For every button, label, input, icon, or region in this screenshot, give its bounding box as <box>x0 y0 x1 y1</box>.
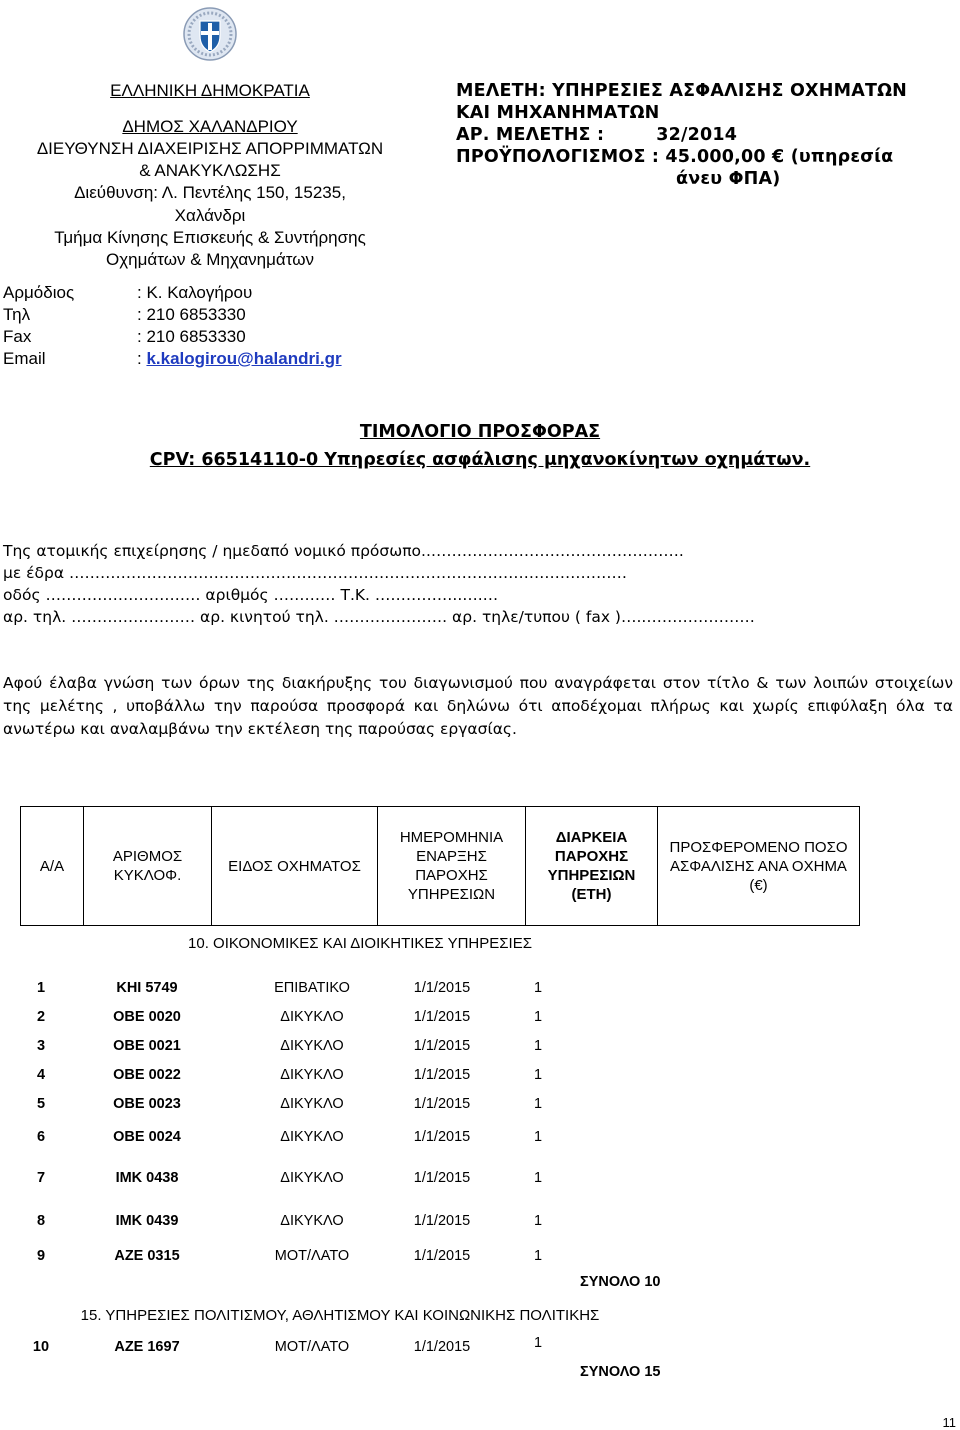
table-row: 6 ΟΒΕ 0024 ΔΙΚΥΚΛΟ 1/1/2015 1 <box>36 1128 543 1145</box>
address-line-2: Χαλάνδρι <box>174 206 246 225</box>
table-row: 9 ΑΖΕ 0315 ΜΟΤ/ΛΑΤΟ 1/1/2015 1 <box>36 1247 543 1264</box>
table-row: 4 ΟΒΕ 0022 ΔΙΚΥΚΛΟ 1/1/2015 1 <box>36 1066 543 1083</box>
total-section-15: ΣΥΝΟΛΟ 15 <box>580 1364 661 1380</box>
bidder-details-form <box>3 540 953 628</box>
study-number-line: ΑΡ. ΜΕΛΕΤΗΣ : 32/2014 <box>456 125 738 145</box>
table-row: 1 ΚΗΙ 5749 ΕΠΙΒΑΤΙΚΟ 1/1/2015 1 <box>36 979 543 996</box>
declaration-paragraph: Αφού έλαβα γνώση των όρων της διακήρυξης του διαγωνισμού που αναγράφεται στον τίτλο & των λοιπών στοιχείων της μελέτης , υποβάλλω την παρούσα προσφορά και δηλώνω ότι αποδέχομαι πλήρως και χωρίς επιφύλαξη όλα τα ανωτέρω και αναλαμβάνω την εκτέλεση της παρούσας εργασίας. <box>3 674 953 738</box>
section-10-rows <box>20 973 584 1270</box>
total-section-10: ΣΥΝΟΛΟ 10 <box>580 1274 661 1290</box>
form-line-street: οδός ………………………… αριθμός ………… Τ.Κ. ……………..….… <box>3 586 499 604</box>
form-line-entity: Της ατομικής επιχείρησης / ημεδαπό νομικό πρόσωπο..…………………………………………. <box>3 542 684 560</box>
section-heading-10: 10. ΟΙΚΟΝΟΜΙΚΕΣ ΚΑΙ ΔΙΟΙΚΗΤΙΚΕΣ ΥΠΗΡΕΣΙΕΣ <box>188 934 532 952</box>
section-15-rows <box>20 1334 584 1360</box>
study-title-line-2: ΚΑΙ ΜΗΧΑΝΗΜΑΤΩΝ <box>456 103 660 123</box>
directorate-line-1: ΔΙΕΥΘΥΝΣΗ ΔΙΑΧΕΙΡΙΣΗΣ ΑΠΟΡΡΙΜΜΑΤΩΝ <box>36 139 384 158</box>
department-line-2: Οχημάτων & Μηχανημάτων <box>106 250 314 269</box>
header-start-date: ΗΜΕΡΟΜΗΝΙΑ ΕΝΑΡΞΗΣ ΠΑΡΟΧΗΣ ΥΠΗΡΕΣΙΩΝ <box>377 806 525 926</box>
table-row: 8 ΙΜΚ 0439 ΔΙΚΥΚΛΟ 1/1/2015 1 <box>36 1213 543 1229</box>
study-title-line-1: ΜΕΛΕΤΗ: ΥΠΗΡΕΣΙΕΣ ΑΣΦΑΛΙΣΗΣ ΟΧΗΜΑΤΩΝ <box>456 81 908 101</box>
form-line-seat: με έδρα ……………………………………………………………………………………………… <box>3 564 628 582</box>
table-header-row <box>20 806 860 926</box>
contact-row-email: Email : k.kalogirou@halandri.gr <box>3 349 342 368</box>
header-aa: Α/Α <box>20 806 83 926</box>
contact-row-responsible: Αρμόδιος : Κ. Καλογήρου <box>3 283 253 302</box>
table-row: 7 ΙΜΚ 0438 ΔΙΚΥΚΛΟ 1/1/2015 1 <box>36 1170 543 1186</box>
form-line-phones: αρ. τηλ. …………………… αρ. κινητού τηλ. …………………. αρ. τηλε/τυπου ( fax )…..………………… <box>3 608 755 626</box>
contact-row-fax: Fax : 210 6853330 <box>3 327 246 346</box>
cpv-line: CPV: 66514110-0 Υπηρεσίες ασφάλισης μηχανοκίνητων οχημάτων. <box>149 450 811 470</box>
header-plate-number: ΑΡΙΘΜΟΣ ΚΥΚΛΟΦ. <box>83 806 211 926</box>
directorate-line-2: & ΑΝΑΚΥΚΛΩΣΗΣ <box>139 161 281 180</box>
budget-line-2: άνευ ΦΠΑ) <box>676 169 781 189</box>
study-info-block <box>456 80 956 190</box>
table-row: 5 ΟΒΕ 0023 ΔΙΚΥΚΛΟ 1/1/2015 1 <box>36 1095 543 1112</box>
contact-block <box>3 282 342 370</box>
table-row: 10 ΑΖΕ 1697 ΜΟΤ/ΛΑΤΟ 1/1/2015 1 <box>32 1335 543 1355</box>
header-duration: ΔΙΑΡΚΕΙΑ ΠΑΡΟΧΗΣ ΥΠΗΡΕΣΙΩΝ (ΕΤΗ) <box>525 806 657 926</box>
offer-table <box>20 806 860 926</box>
document-title: ΤΙΜΟΛΟΓΙΟ ΠΡΟΣΦΟΡΑΣ <box>359 422 601 442</box>
department-line-1: Τμήμα Κίνησης Επισκευής & Συντήρησης <box>54 228 366 247</box>
table-row: 2 ΟΒΕ 0020 ΔΙΚΥΚΛΟ 1/1/2015 1 <box>36 1008 543 1025</box>
contact-row-phone: Τηλ : 210 6853330 <box>3 305 246 324</box>
republic-heading: ΕΛΛΗΝΙΚΗ ΔΗΜΟΚΡΑΤΙΑ <box>110 81 310 100</box>
page-number: 11 <box>942 1415 956 1430</box>
section-heading-15: 15. ΥΠΗΡΕΣΙΕΣ ΠΟΛΙΤΙΣΜΟΥ, ΑΘΛΗΤΙΣΜΟΥ ΚΑΙ ΚΟΙΝΩΝΙΚΗΣ ΠΟΛΙΤΙΚΗΣ <box>80 1306 600 1324</box>
email-link[interactable]: k.kalogirou@halandri.gr <box>146 349 342 368</box>
address-line-1: Διεύθυνση: Λ. Πεντέλης 150, 15235, <box>74 183 346 202</box>
header-offered-amount: ΠΡΟΣΦΕΡΟΜΕΝΟ ΠΟΣΟ ΑΣΦΑΛΙΣΗΣ ΑΝΑ ΟΧΗΜΑ (€) <box>657 806 860 926</box>
municipality-heading: ΔΗΜΟΣ ΧΑΛΑΝΔΡΙΟΥ <box>122 117 298 136</box>
table-row: 3 ΟΒΕ 0021 ΔΙΚΥΚΛΟ 1/1/2015 1 <box>36 1037 543 1054</box>
greek-state-emblem-icon <box>182 6 238 62</box>
budget-line: ΠΡΟΫΠΟΛΟΓΙΣΜΟΣ : 45.000,00 € (υπηρεσία <box>456 147 894 167</box>
header-vehicle-type: ΕΙΔΟΣ ΟΧΗΜΑΤΟΣ <box>211 806 377 926</box>
